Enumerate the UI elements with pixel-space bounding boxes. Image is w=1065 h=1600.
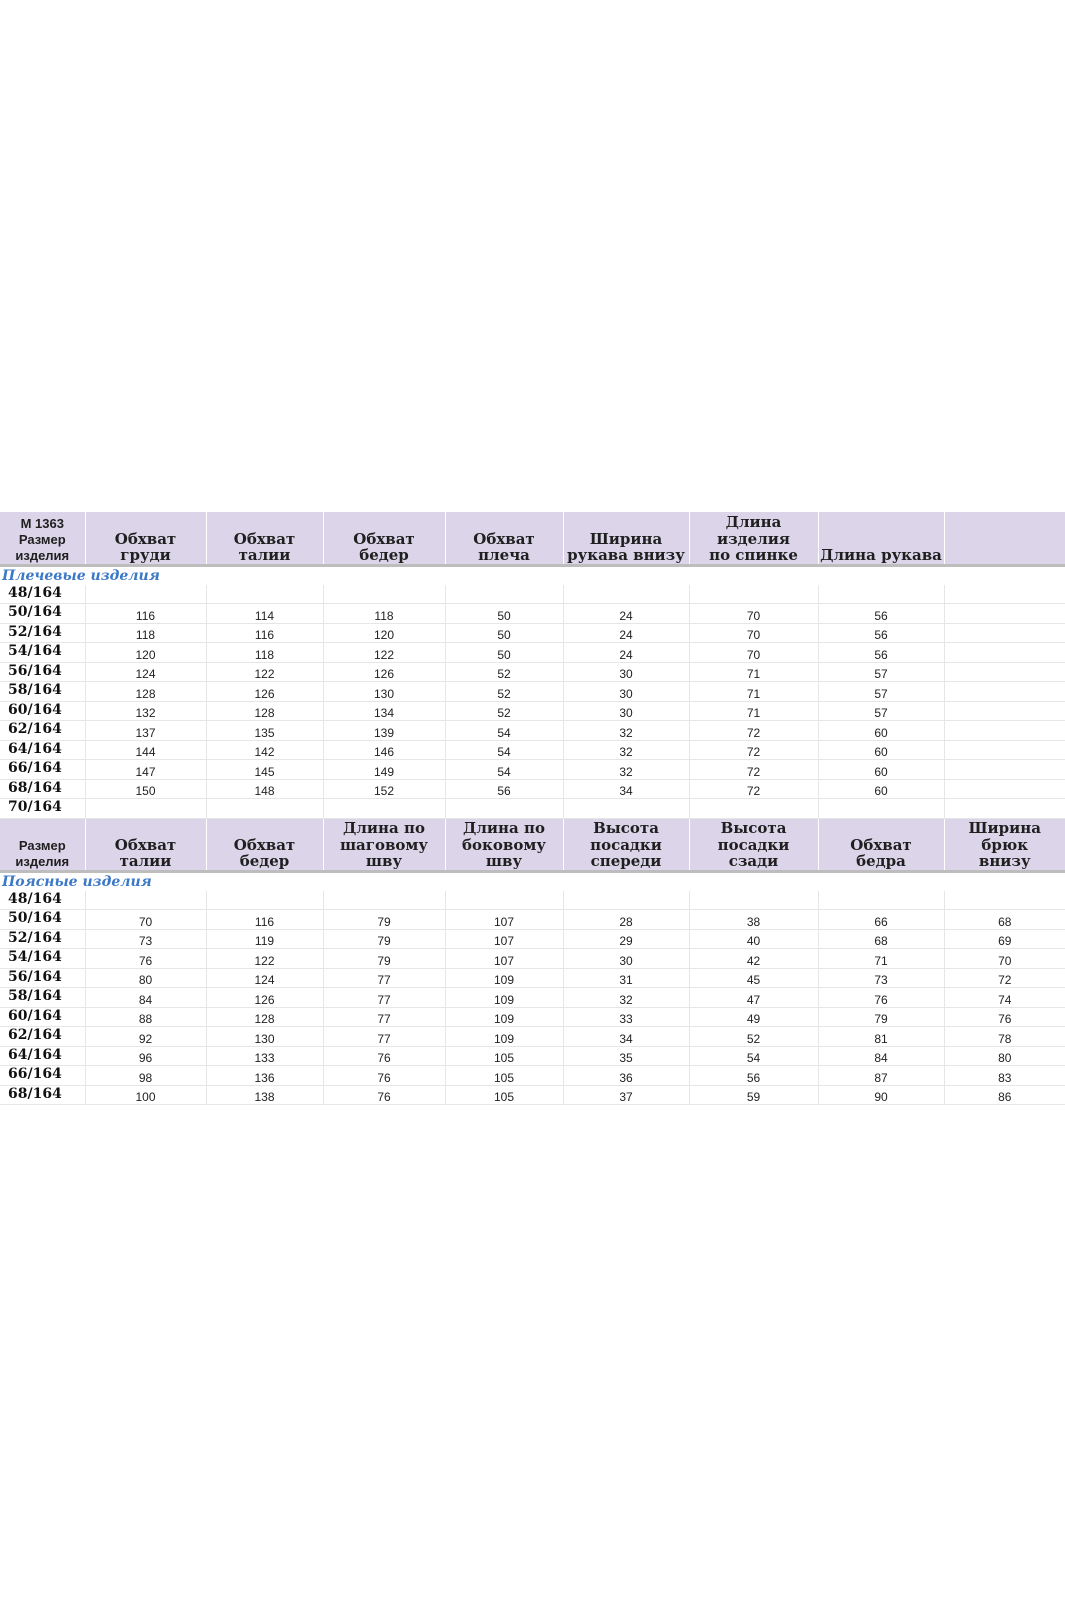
measurement-cell: 122 (323, 643, 445, 663)
measurement-cell: 122 (206, 949, 323, 969)
upper-column-header-5: Длина изделия по спинке (689, 512, 818, 565)
table-row (0, 968, 1065, 988)
measurement-cell: 37 (563, 1085, 689, 1105)
lower-column-header-4: Высота посадки спереди (563, 818, 689, 871)
measurement-cell (944, 662, 1065, 682)
measurement-cell: 29 (563, 929, 689, 949)
measurement-cell: 128 (206, 701, 323, 721)
measurement-cell (445, 585, 563, 604)
measurement-cell: 24 (563, 623, 689, 643)
measurement-cell (944, 799, 1065, 819)
measurement-cell: 105 (445, 1066, 563, 1086)
measurement-cell: 24 (563, 604, 689, 624)
table-row (0, 721, 1065, 741)
measurement-cell: 109 (445, 968, 563, 988)
size-label: 66/164 (0, 760, 85, 780)
measurement-cell: 68 (818, 929, 944, 949)
measurement-cell: 80 (944, 1046, 1065, 1066)
measurement-cell: 84 (85, 988, 206, 1008)
measurement-cell: 56 (818, 604, 944, 624)
measurement-cell: 30 (563, 701, 689, 721)
table-row (0, 988, 1065, 1008)
measurement-cell: 36 (563, 1066, 689, 1086)
measurement-cell: 68 (944, 910, 1065, 930)
upper-column-header-2: Обхват бедер (323, 512, 445, 565)
measurement-cell (689, 585, 818, 604)
lower-size-column-header (0, 818, 85, 871)
measurement-cell: 72 (689, 760, 818, 780)
measurement-cell: 76 (85, 949, 206, 969)
upper-section-row (0, 565, 1065, 585)
table-row (0, 701, 1065, 721)
measurement-cell: 76 (818, 988, 944, 1008)
measurement-cell: 76 (323, 1046, 445, 1066)
measurement-cell: 107 (445, 929, 563, 949)
measurement-cell: 80 (85, 968, 206, 988)
lower-header-row (0, 818, 1065, 871)
measurement-cell: 145 (206, 760, 323, 780)
measurement-cell: 144 (85, 740, 206, 760)
measurement-cell: 126 (323, 662, 445, 682)
measurement-cell (944, 701, 1065, 721)
table-row (0, 623, 1065, 643)
measurement-cell: 60 (818, 760, 944, 780)
size-label: 50/164 (0, 604, 85, 624)
measurement-cell: 56 (818, 643, 944, 663)
measurement-cell: 119 (206, 929, 323, 949)
table-row (0, 585, 1065, 604)
measurement-cell: 126 (206, 988, 323, 1008)
measurement-cell (944, 643, 1065, 663)
measurement-cell: 114 (206, 604, 323, 624)
measurement-cell: 24 (563, 643, 689, 663)
measurement-cell: 71 (689, 701, 818, 721)
measurement-cell: 79 (818, 1007, 944, 1027)
table-row (0, 740, 1065, 760)
measurement-cell: 116 (206, 623, 323, 643)
measurement-cell: 137 (85, 721, 206, 741)
measurement-cell: 124 (85, 662, 206, 682)
measurement-cell: 56 (689, 1066, 818, 1086)
upper-column-header-0: Обхват груди (85, 512, 206, 565)
upper-section-label: Плечевые изделия (2, 567, 160, 584)
measurement-cell: 84 (818, 1046, 944, 1066)
upper-column-header-3: Обхват плеча (445, 512, 563, 565)
size-label: 48/164 (0, 585, 85, 604)
measurement-cell: 32 (563, 988, 689, 1008)
table-row (0, 799, 1065, 819)
size-label: 56/164 (0, 662, 85, 682)
measurement-cell (818, 799, 944, 819)
measurement-cell: 30 (563, 949, 689, 969)
lower-size-column-label: Размер изделия (15, 837, 70, 869)
measurement-cell: 60 (818, 779, 944, 799)
measurement-cell: 70 (689, 623, 818, 643)
measurement-cell: 109 (445, 1007, 563, 1027)
measurement-cell: 38 (689, 910, 818, 930)
size-label: 48/164 (0, 891, 85, 910)
measurement-cell: 79 (323, 949, 445, 969)
size-label: 70/164 (0, 799, 85, 819)
measurement-cell: 54 (445, 721, 563, 741)
table-row (0, 1046, 1065, 1066)
measurement-cell (944, 623, 1065, 643)
measurement-cell: 134 (323, 701, 445, 721)
measurement-cell: 122 (206, 662, 323, 682)
measurement-cell (944, 721, 1065, 741)
measurement-cell: 92 (85, 1027, 206, 1047)
measurement-cell (323, 891, 445, 910)
measurement-cell: 52 (689, 1027, 818, 1047)
measurement-cell: 139 (323, 721, 445, 741)
size-label: 68/164 (0, 1085, 85, 1105)
table-row (0, 1007, 1065, 1027)
measurement-cell: 78 (944, 1027, 1065, 1047)
measurement-cell: 105 (445, 1085, 563, 1105)
measurement-cell (323, 585, 445, 604)
measurement-cell: 70 (689, 604, 818, 624)
table-row (0, 662, 1065, 682)
lower-column-header-0: Обхват талии (85, 818, 206, 871)
measurement-cell: 73 (818, 968, 944, 988)
measurement-cell (944, 779, 1065, 799)
measurement-cell (689, 891, 818, 910)
measurement-cell (85, 799, 206, 819)
measurement-cell: 120 (323, 623, 445, 643)
measurement-cell: 57 (818, 701, 944, 721)
measurement-cell (85, 585, 206, 604)
measurement-cell: 60 (818, 721, 944, 741)
measurement-cell: 34 (563, 1027, 689, 1047)
measurement-cell: 52 (445, 682, 563, 702)
size-label: 58/164 (0, 682, 85, 702)
model-number: М 1363 (20, 515, 64, 531)
measurement-cell: 116 (85, 604, 206, 624)
table-row (0, 643, 1065, 663)
measurement-cell: 35 (563, 1046, 689, 1066)
measurement-cell: 107 (445, 910, 563, 930)
lower-column-header-2: Длина по шаговому шву (323, 818, 445, 871)
measurement-cell: 32 (563, 740, 689, 760)
measurement-cell: 77 (323, 988, 445, 1008)
measurement-cell: 81 (818, 1027, 944, 1047)
measurement-cell: 128 (85, 682, 206, 702)
lower-column-header-7: Ширина брюк внизу (944, 818, 1065, 871)
measurement-cell: 150 (85, 779, 206, 799)
measurement-cell: 128 (206, 1007, 323, 1027)
measurement-cell: 49 (689, 1007, 818, 1027)
measurement-cell: 96 (85, 1046, 206, 1066)
table-row (0, 1085, 1065, 1105)
measurement-cell (944, 891, 1065, 910)
measurement-cell: 30 (563, 682, 689, 702)
size-label: 62/164 (0, 1027, 85, 1047)
measurement-cell: 59 (689, 1085, 818, 1105)
measurement-cell (445, 891, 563, 910)
table-row (0, 760, 1065, 780)
measurement-cell: 88 (85, 1007, 206, 1027)
measurement-cell: 147 (85, 760, 206, 780)
measurement-cell: 50 (445, 604, 563, 624)
measurement-cell: 118 (323, 604, 445, 624)
measurement-cell: 30 (563, 662, 689, 682)
measurement-cell: 72 (944, 968, 1065, 988)
measurement-cell: 57 (818, 682, 944, 702)
measurement-cell: 70 (689, 643, 818, 663)
upper-column-header-1: Обхват талии (206, 512, 323, 565)
measurement-cell: 50 (445, 643, 563, 663)
measurement-cell: 72 (689, 740, 818, 760)
measurement-cell: 124 (206, 968, 323, 988)
size-chart-table (0, 512, 1065, 1105)
size-label: 66/164 (0, 1066, 85, 1086)
lower-section-row (0, 871, 1065, 891)
measurement-cell: 77 (323, 968, 445, 988)
measurement-cell: 47 (689, 988, 818, 1008)
measurement-cell: 79 (323, 910, 445, 930)
measurement-cell: 107 (445, 949, 563, 969)
measurement-cell (944, 585, 1065, 604)
lower-column-header-1: Обхват бедер (206, 818, 323, 871)
lower-column-header-3: Длина по боковому шву (445, 818, 563, 871)
table-row (0, 779, 1065, 799)
table-row (0, 910, 1065, 930)
measurement-cell: 45 (689, 968, 818, 988)
measurement-cell: 86 (944, 1085, 1065, 1105)
measurement-cell (85, 891, 206, 910)
table-row (0, 929, 1065, 949)
measurement-cell: 120 (85, 643, 206, 663)
measurement-cell (563, 891, 689, 910)
table-row (0, 682, 1065, 702)
measurement-cell: 73 (85, 929, 206, 949)
size-label: 58/164 (0, 988, 85, 1008)
measurement-cell: 118 (85, 623, 206, 643)
size-label: 60/164 (0, 1007, 85, 1027)
measurement-cell: 83 (944, 1066, 1065, 1086)
measurement-cell: 79 (323, 929, 445, 949)
measurement-cell (944, 682, 1065, 702)
measurement-cell: 132 (85, 701, 206, 721)
measurement-cell: 34 (563, 779, 689, 799)
measurement-cell: 138 (206, 1085, 323, 1105)
size-label: 52/164 (0, 623, 85, 643)
measurement-cell: 72 (689, 779, 818, 799)
measurement-cell: 130 (323, 682, 445, 702)
measurement-cell: 33 (563, 1007, 689, 1027)
lower-section-label: Поясные изделия (2, 873, 152, 890)
measurement-cell: 146 (323, 740, 445, 760)
measurement-cell: 66 (818, 910, 944, 930)
table-row (0, 604, 1065, 624)
measurement-cell: 57 (818, 662, 944, 682)
measurement-cell: 142 (206, 740, 323, 760)
measurement-cell: 149 (323, 760, 445, 780)
lower-column-header-5: Высота посадки сзади (689, 818, 818, 871)
measurement-cell: 50 (445, 623, 563, 643)
upper-column-header-4: Ширина рукава внизу (563, 512, 689, 565)
measurement-cell: 56 (445, 779, 563, 799)
measurement-cell: 133 (206, 1046, 323, 1066)
measurement-cell: 71 (689, 682, 818, 702)
measurement-cell: 28 (563, 910, 689, 930)
measurement-cell: 135 (206, 721, 323, 741)
measurement-cell: 126 (206, 682, 323, 702)
measurement-cell: 71 (818, 949, 944, 969)
measurement-cell: 77 (323, 1027, 445, 1047)
upper-size-column-header (0, 512, 85, 565)
measurement-cell: 70 (944, 949, 1065, 969)
measurement-cell: 52 (445, 662, 563, 682)
measurement-cell (323, 799, 445, 819)
measurement-cell: 71 (689, 662, 818, 682)
measurement-cell: 98 (85, 1066, 206, 1086)
measurement-cell: 87 (818, 1066, 944, 1086)
size-label: 56/164 (0, 968, 85, 988)
size-label: 50/164 (0, 910, 85, 930)
table-row (0, 1066, 1065, 1086)
measurement-cell: 130 (206, 1027, 323, 1047)
measurement-cell: 56 (818, 623, 944, 643)
measurement-cell: 69 (944, 929, 1065, 949)
measurement-cell (206, 585, 323, 604)
measurement-cell (563, 799, 689, 819)
table-row (0, 1027, 1065, 1047)
measurement-cell (445, 799, 563, 819)
measurement-cell (944, 740, 1065, 760)
measurement-cell: 136 (206, 1066, 323, 1086)
measurement-cell: 54 (689, 1046, 818, 1066)
measurement-cell: 74 (944, 988, 1065, 1008)
size-label: 68/164 (0, 779, 85, 799)
measurement-cell: 70 (85, 910, 206, 930)
upper-header-row (0, 512, 1065, 565)
size-chart-sheet (0, 512, 1065, 1105)
measurement-cell: 76 (323, 1085, 445, 1105)
size-label: 54/164 (0, 949, 85, 969)
measurement-cell (944, 760, 1065, 780)
measurement-cell: 54 (445, 760, 563, 780)
measurement-cell: 54 (445, 740, 563, 760)
measurement-cell: 105 (445, 1046, 563, 1066)
measurement-cell: 40 (689, 929, 818, 949)
measurement-cell: 76 (944, 1007, 1065, 1027)
size-label: 52/164 (0, 929, 85, 949)
size-label: 60/164 (0, 701, 85, 721)
measurement-cell (206, 891, 323, 910)
upper-column-header-6: Длина рукава (818, 512, 944, 565)
measurement-cell: 52 (445, 701, 563, 721)
measurement-cell: 109 (445, 1027, 563, 1047)
upper-size-column-label: Размер изделия (15, 531, 70, 563)
measurement-cell: 32 (563, 760, 689, 780)
measurement-cell: 76 (323, 1066, 445, 1086)
measurement-cell: 152 (323, 779, 445, 799)
size-label: 64/164 (0, 1046, 85, 1066)
measurement-cell (818, 891, 944, 910)
measurement-cell: 72 (689, 721, 818, 741)
measurement-cell (206, 799, 323, 819)
measurement-cell (563, 585, 689, 604)
measurement-cell (818, 585, 944, 604)
measurement-cell: 77 (323, 1007, 445, 1027)
measurement-cell (689, 799, 818, 819)
lower-column-header-6: Обхват бедра (818, 818, 944, 871)
measurement-cell: 42 (689, 949, 818, 969)
size-label: 54/164 (0, 643, 85, 663)
measurement-cell: 100 (85, 1085, 206, 1105)
measurement-cell: 148 (206, 779, 323, 799)
measurement-cell: 31 (563, 968, 689, 988)
measurement-cell: 116 (206, 910, 323, 930)
measurement-cell (944, 604, 1065, 624)
size-label: 62/164 (0, 721, 85, 741)
measurement-cell: 32 (563, 721, 689, 741)
size-label: 64/164 (0, 740, 85, 760)
table-row (0, 949, 1065, 969)
table-row (0, 891, 1065, 910)
measurement-cell: 109 (445, 988, 563, 1008)
measurement-cell: 90 (818, 1085, 944, 1105)
measurement-cell: 118 (206, 643, 323, 663)
measurement-cell: 60 (818, 740, 944, 760)
upper-column-header-7 (944, 512, 1065, 565)
